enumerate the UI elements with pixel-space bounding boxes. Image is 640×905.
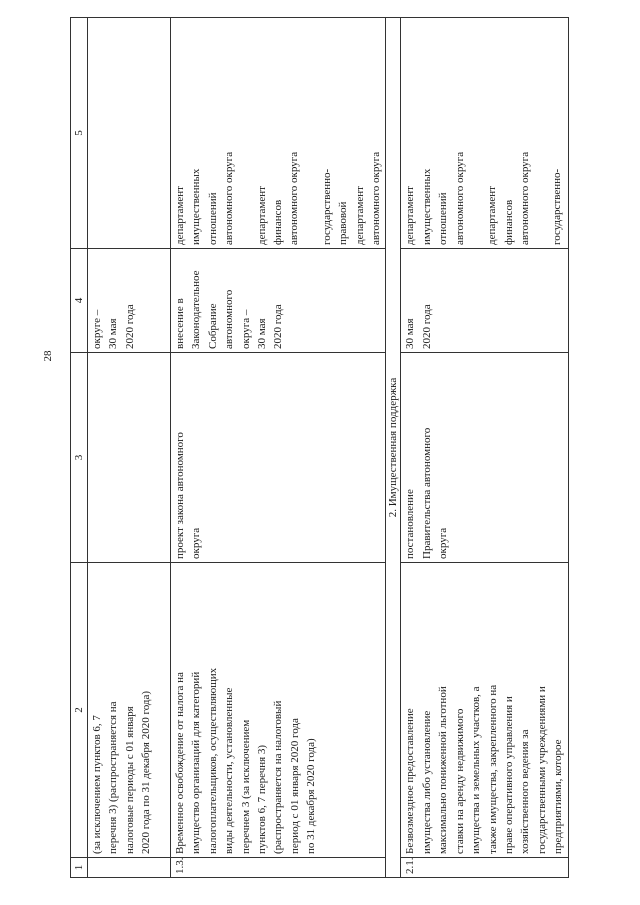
cell-line: постановление: [404, 489, 417, 559]
cell-line: автономного округа: [288, 151, 301, 245]
cell-line: Собрание: [206, 303, 219, 349]
cell-line: имущества и земельных участков, а: [470, 686, 483, 854]
row-number: 2.1.: [401, 858, 568, 878]
header-row: [71, 18, 88, 878]
cell-line: 30 мая: [256, 318, 269, 349]
cell-line: автономного округа: [223, 151, 236, 245]
cell-line: пунктов 6, 7 перечня 3): [256, 744, 269, 854]
cell-line: (за исключением пунктов 6, 7: [91, 715, 103, 854]
cell-line: государственно-: [320, 168, 333, 245]
cell-line: виды деятельности, установленные: [223, 687, 236, 854]
cell-line: финансов: [272, 199, 285, 245]
table-row: [401, 18, 568, 878]
cell-line: Временное освобождение от налога на: [174, 672, 186, 854]
cell-line: налогоплательщиков, осуществляющих: [206, 667, 219, 854]
cell-line: финансов: [502, 199, 515, 245]
measures-table: [70, 17, 569, 878]
cell-line: Правительства автономного: [420, 427, 433, 559]
cell-line: департамент: [486, 186, 499, 245]
cell-line: автономного округа: [370, 151, 383, 245]
form-cell: [401, 353, 568, 563]
cell-line: ставки на аренду недвижимого: [453, 708, 466, 854]
cell-line: (распространяется на налоговый: [272, 700, 285, 854]
table-row: [171, 18, 386, 878]
form-cell: [171, 353, 386, 563]
cell-line: Законодательное: [190, 270, 203, 349]
cell-line: имущество организаций для категорий: [190, 671, 203, 854]
cell-line: имущества либо установление: [420, 710, 433, 854]
cell-line: отношений: [206, 192, 219, 245]
cell-line: автономного округа: [453, 151, 466, 245]
cell-line: 2020 года: [123, 304, 136, 349]
cell-line: 30 мая: [107, 318, 120, 349]
cell-line: 2020 года по 31 декабря 2020 года): [140, 690, 153, 854]
page-number: 28: [42, 350, 54, 362]
row-number: [88, 858, 171, 878]
form-cell: [88, 353, 171, 563]
cell-line: имущественных: [420, 168, 433, 245]
cell-line: 2020 года: [272, 304, 285, 349]
cell-line: отношений: [437, 192, 450, 245]
cell-line: [303, 21, 319, 245]
cell-line: хозяйственного ведения за: [519, 729, 532, 854]
cell-line: [238, 21, 254, 245]
cell-line: имущественных: [190, 168, 203, 245]
measure-cell: [171, 563, 386, 858]
cell-line: государственно-: [551, 168, 564, 245]
cell-line: предприятиями, которое: [552, 739, 565, 854]
cell-line: [468, 21, 484, 245]
responsible-cell: [401, 18, 568, 249]
responsible-cell: [171, 18, 386, 249]
header-cell: 3: [71, 353, 88, 563]
deadline-cell: [171, 249, 386, 353]
cell-line: [533, 21, 549, 245]
cell-line: департамент: [353, 186, 366, 245]
cell-line: по 31 декабря 2020 года): [305, 738, 318, 854]
header-cell: 1: [71, 858, 88, 878]
cell-line: департамент: [255, 186, 268, 245]
cell-line: департамент: [404, 186, 417, 245]
cell-line: Безвозмездное предоставление: [404, 708, 417, 854]
cell-line: округа: [437, 527, 450, 559]
table-row: [88, 18, 171, 878]
header-cell: 5: [71, 18, 88, 249]
responsible-cell: [88, 18, 171, 249]
cell-line: период с 01 января 2020 года: [288, 718, 301, 854]
cell-line: округе –: [91, 309, 103, 349]
deadline-cell: [401, 249, 568, 353]
measure-cell: [88, 563, 171, 858]
row-number: 1.3.: [171, 858, 386, 878]
cell-line: перечня 3) (распространяется на: [107, 701, 120, 854]
cell-line: автономного: [223, 289, 236, 349]
cell-line: налоговые периоды с 01 января: [123, 706, 136, 854]
cell-line: округа –: [239, 309, 252, 349]
measure-cell: [401, 563, 568, 858]
header-cell: 4: [71, 249, 88, 353]
cell-line: праве оперативного управления и: [502, 696, 515, 854]
cell-line: проект закона автономного: [174, 432, 186, 559]
cell-line: внесение в: [174, 298, 186, 349]
cell-line: 30 мая: [404, 318, 417, 349]
cell-line: округа: [190, 527, 203, 559]
rotated-page: [70, 18, 565, 878]
cell-line: департамент: [174, 186, 186, 245]
section-row: [386, 18, 401, 878]
deadline-cell: [88, 249, 171, 353]
cell-line: перечнем 3 (за исключением: [239, 719, 252, 854]
cell-line: 2020 года: [420, 304, 433, 349]
header-cell: 2: [71, 563, 88, 858]
cell-line: правовой: [337, 201, 350, 245]
section-title: 2. Имущественная поддержка: [386, 18, 401, 878]
cell-line: максимально пониженной льготной: [437, 686, 450, 854]
cell-line: государственными учреждениями и: [535, 686, 548, 854]
cell-line: автономного округа: [518, 151, 531, 245]
cell-line: также имущества, закрепленного на: [486, 684, 499, 854]
